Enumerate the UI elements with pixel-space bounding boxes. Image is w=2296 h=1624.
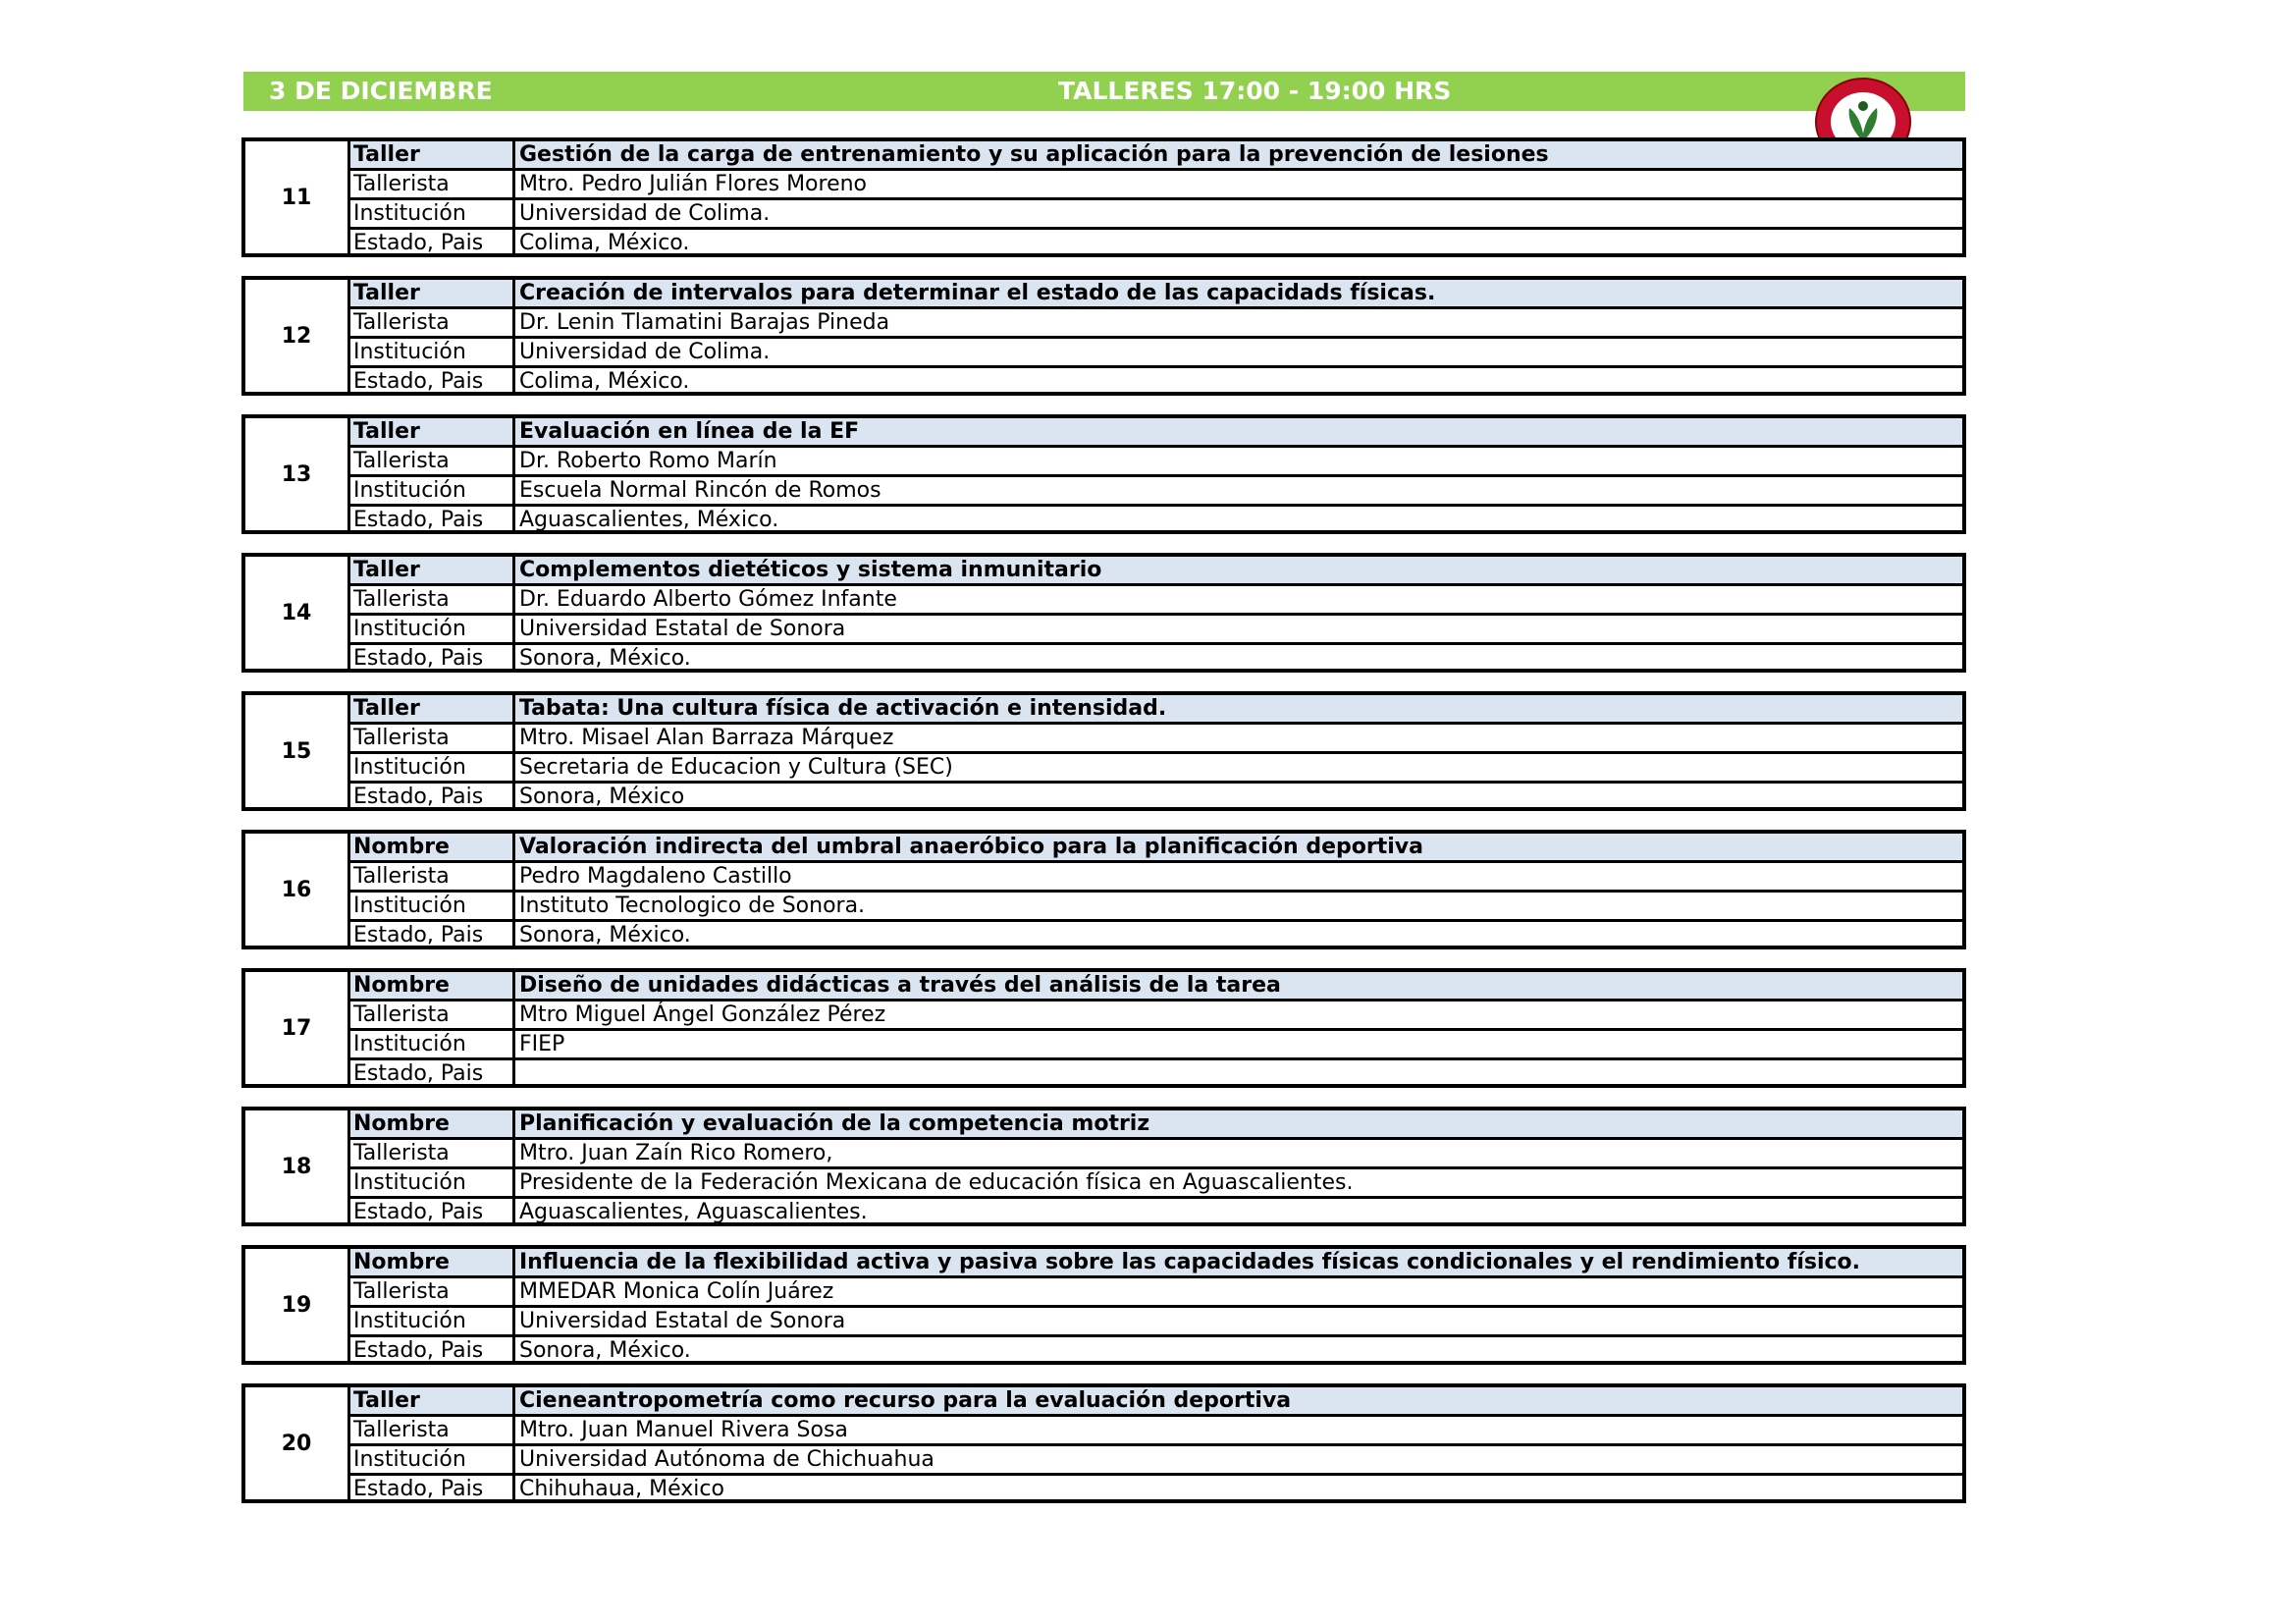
workshop-institution: FIEP	[519, 1032, 565, 1056]
workshop-rows	[350, 1249, 1962, 1361]
row-label: Taller	[350, 695, 515, 722]
workshop-institution-row	[350, 1169, 1962, 1199]
workshop-title: Planificación y evaluación de la competencia motriz	[519, 1111, 1150, 1136]
workshop-rows	[350, 834, 1962, 946]
workshop-presenter: Dr. Roberto Romo Marín	[519, 449, 777, 473]
row-label: Tallerista	[350, 586, 515, 613]
workshop-presenter: Mtro. Misael Alan Barraza Márquez	[519, 726, 894, 750]
workshop-rows	[350, 557, 1962, 669]
workshop-number: 20	[245, 1387, 350, 1499]
workshop-institution: Instituto Tecnologico de Sonora.	[519, 893, 866, 918]
workshop-presenter: Dr. Eduardo Alberto Gómez Infante	[519, 587, 897, 612]
workshop-institution: Universidad Estatal de Sonora	[519, 1309, 846, 1333]
row-label: Estado, Pais	[350, 1337, 515, 1364]
workshop-rows	[350, 1387, 1962, 1499]
workshop-block	[241, 691, 1966, 811]
workshop-block	[241, 414, 1966, 534]
workshop-presenter-row	[350, 863, 1962, 893]
workshop-block	[241, 553, 1966, 673]
workshop-institution-row	[350, 339, 1962, 368]
workshop-location: Aguascalientes, México.	[519, 508, 779, 532]
workshop-location-row	[350, 1337, 1962, 1364]
workshop-institution-row	[350, 477, 1962, 507]
workshop-location-row	[350, 368, 1962, 395]
workshop-institution-row	[350, 1446, 1962, 1476]
row-label: Taller	[350, 418, 515, 445]
row-label: Estado, Pais	[350, 1199, 515, 1225]
workshop-location-row	[350, 230, 1962, 256]
workshop-list	[241, 137, 1966, 1522]
workshop-presenter: MMEDAR Monica Colín Juárez	[519, 1279, 834, 1304]
workshop-number: 17	[245, 972, 350, 1084]
workshop-location-row	[350, 1060, 1962, 1087]
workshop-number: 14	[245, 557, 350, 669]
workshop-number: 12	[245, 280, 350, 392]
workshop-location: Sonora, México.	[519, 923, 691, 947]
row-label: Tallerista	[350, 309, 515, 336]
row-label: Nombre	[350, 1110, 515, 1137]
workshop-presenter-row	[350, 725, 1962, 754]
workshop-block	[241, 1245, 1966, 1365]
workshop-institution: Escuela Normal Rincón de Romos	[519, 478, 881, 503]
row-label: Estado, Pais	[350, 230, 515, 256]
workshop-presenter-row	[350, 171, 1962, 200]
workshop-location: Sonora, México.	[519, 646, 691, 671]
workshop-location-row	[350, 645, 1962, 672]
row-label: Taller	[350, 557, 515, 583]
row-label: Institución	[350, 339, 515, 365]
workshop-presenter: Pedro Magdaleno Castillo	[519, 864, 792, 889]
workshop-institution-row	[350, 893, 1962, 922]
workshop-rows	[350, 141, 1962, 253]
workshop-presenter-row	[350, 1140, 1962, 1169]
header-date: 3 DE DICIEMBRE	[269, 77, 493, 105]
workshop-title-row	[350, 1110, 1962, 1140]
workshop-block	[241, 276, 1966, 396]
workshop-block	[241, 137, 1966, 257]
workshop-number: 11	[245, 141, 350, 253]
workshop-location: Aguascalientes, Aguascalientes.	[519, 1200, 868, 1224]
workshop-presenter: Mtro. Juan Manuel Rivera Sosa	[519, 1418, 848, 1442]
row-label: Tallerista	[350, 1001, 515, 1028]
row-label: Estado, Pais	[350, 922, 515, 948]
workshop-rows	[350, 695, 1962, 807]
row-label: Institución	[350, 1446, 515, 1473]
workshop-institution: Universidad Estatal de Sonora	[519, 617, 846, 641]
workshop-block	[241, 830, 1966, 949]
workshop-institution-row	[350, 1031, 1962, 1060]
row-label: Tallerista	[350, 1140, 515, 1166]
row-label: Taller	[350, 141, 515, 168]
workshop-presenter-row	[350, 448, 1962, 477]
workshop-title-row	[350, 1387, 1962, 1417]
row-label: Nombre	[350, 1249, 515, 1275]
workshop-institution-row	[350, 200, 1962, 230]
workshop-title: Evaluación en línea de la EF	[519, 419, 860, 444]
row-label: Institución	[350, 754, 515, 781]
workshop-block	[241, 1107, 1966, 1226]
workshop-presenter: Mtro. Juan Zaín Rico Romero,	[519, 1141, 833, 1165]
workshop-title-row	[350, 834, 1962, 863]
row-label: Nombre	[350, 972, 515, 999]
workshop-title-row	[350, 1249, 1962, 1278]
workshop-number: 18	[245, 1110, 350, 1222]
workshop-location: Chihuhaua, México	[519, 1477, 724, 1501]
workshop-title-row	[350, 557, 1962, 586]
workshop-location-row	[350, 1199, 1962, 1225]
workshop-location	[515, 1060, 1962, 1087]
workshop-location: Colima, México.	[519, 231, 690, 255]
workshop-block	[241, 1383, 1966, 1503]
workshop-number: 16	[245, 834, 350, 946]
row-label: Tallerista	[350, 1417, 515, 1443]
row-label: Estado, Pais	[350, 507, 515, 533]
workshop-rows	[350, 280, 1962, 392]
row-label: Estado, Pais	[350, 1476, 515, 1502]
workshop-location-row	[350, 784, 1962, 810]
workshop-presenter: Dr. Lenin Tlamatini Barajas Pineda	[519, 310, 890, 335]
workshop-title: Complementos dietéticos y sistema inmunitario	[519, 558, 1102, 582]
row-label: Institución	[350, 477, 515, 504]
row-label: Institución	[350, 1031, 515, 1057]
row-label: Tallerista	[350, 863, 515, 890]
workshop-rows	[350, 1110, 1962, 1222]
workshop-rows	[350, 972, 1962, 1084]
row-label: Taller	[350, 280, 515, 306]
row-label: Estado, Pais	[350, 1060, 515, 1087]
workshop-location-row	[350, 507, 1962, 533]
workshop-title: Creación de intervalos para determinar el estado de las capacidads físicas.	[519, 281, 1436, 305]
header-title: TALLERES 17:00 - 19:00 HRS	[1058, 77, 1452, 105]
row-label: Taller	[350, 1387, 515, 1414]
row-label: Institución	[350, 200, 515, 227]
workshop-institution: Presidente de la Federación Mexicana de educación física en Aguascalientes.	[519, 1170, 1354, 1195]
workshop-presenter-row	[350, 309, 1962, 339]
workshop-title-row	[350, 280, 1962, 309]
workshop-presenter-row	[350, 1001, 1962, 1031]
workshop-presenter: Mtro Miguel Ángel González Pérez	[519, 1002, 886, 1027]
row-label: Tallerista	[350, 725, 515, 751]
workshop-title: Tabata: Una cultura física de activación e intensidad.	[519, 696, 1167, 721]
workshop-location-row	[350, 1476, 1962, 1502]
workshop-presenter-row	[350, 1417, 1962, 1446]
row-label: Institución	[350, 893, 515, 919]
workshop-title-row	[350, 972, 1962, 1001]
workshop-presenter-row	[350, 1278, 1962, 1308]
workshop-title: Gestión de la carga de entrenamiento y su aplicación para la prevención de lesiones	[519, 142, 1549, 167]
workshop-institution: Secretaria de Educacion y Cultura (SEC)	[519, 755, 953, 780]
workshop-block	[241, 968, 1966, 1088]
workshop-institution-row	[350, 1308, 1962, 1337]
workshop-title-row	[350, 141, 1962, 171]
workshop-institution-row	[350, 616, 1962, 645]
workshop-location: Colima, México.	[519, 369, 690, 394]
workshop-number: 13	[245, 418, 350, 530]
workshop-number: 15	[245, 695, 350, 807]
row-label: Estado, Pais	[350, 784, 515, 810]
workshop-location: Sonora, México	[519, 785, 685, 809]
workshop-title: Diseño de unidades didácticas a través del análisis de la tarea	[519, 973, 1281, 998]
workshop-presenter-row	[350, 586, 1962, 616]
row-label: Estado, Pais	[350, 368, 515, 395]
workshop-rows	[350, 418, 1962, 530]
workshop-location: Sonora, México.	[519, 1338, 691, 1363]
row-label: Estado, Pais	[350, 645, 515, 672]
workshop-institution-row	[350, 754, 1962, 784]
row-label: Institución	[350, 616, 515, 642]
workshop-institution: Universidad Autónoma de Chichuahua	[519, 1447, 934, 1472]
workshop-title-row	[350, 695, 1962, 725]
header-bar	[243, 72, 1965, 111]
row-label: Institución	[350, 1169, 515, 1196]
workshop-title: Influencia de la flexibilidad activa y pasiva sobre las capacidades físicas condicionales y el rendimiento físico.	[519, 1250, 1861, 1274]
row-label: Tallerista	[350, 1278, 515, 1305]
workshop-location-row	[350, 922, 1962, 948]
row-label: Nombre	[350, 834, 515, 860]
workshop-institution: Universidad de Colima.	[519, 201, 771, 226]
row-label: Tallerista	[350, 171, 515, 197]
workshop-presenter: Mtro. Pedro Julián Flores Moreno	[519, 172, 868, 196]
workshop-number: 19	[245, 1249, 350, 1361]
workshop-title: Cieneantropometría como recurso para la evaluación deportiva	[519, 1388, 1292, 1413]
workshop-title-row	[350, 418, 1962, 448]
workshop-institution: Universidad de Colima.	[519, 340, 771, 364]
row-label: Tallerista	[350, 448, 515, 474]
row-label: Institución	[350, 1308, 515, 1334]
workshop-title: Valoración indirecta del umbral anaeróbico para la planificación deportiva	[519, 835, 1423, 859]
